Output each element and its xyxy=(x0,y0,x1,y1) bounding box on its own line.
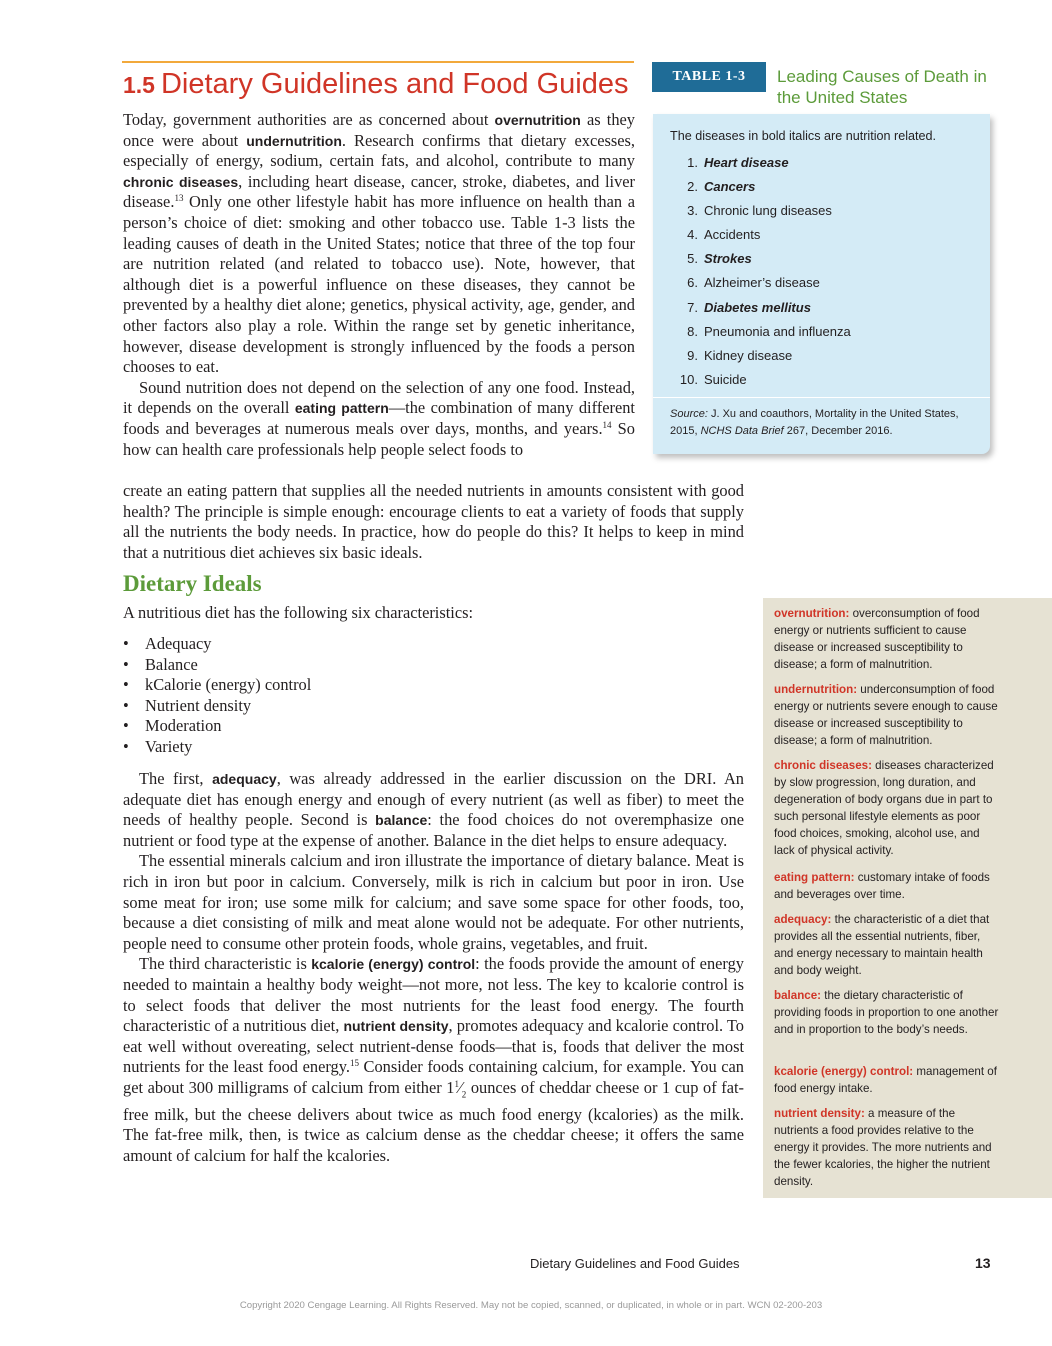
glossary-definition: the dietary characteristic of providing foods in proportion to one another and in proportion to the body’s needs. xyxy=(774,989,999,1037)
page-number: 13 xyxy=(975,1255,991,1271)
glossary-definition: diseases characterized by slow progression, long duration, and degeneration of body organs due in part to such personal lifestyle elements as poor food choices, smoking, alcohol use, and lack of physical activity. xyxy=(774,759,994,858)
ideal-label: Nutrient density xyxy=(145,695,252,715)
cause-rank: 9. xyxy=(687,347,698,363)
cause-label: Accidents xyxy=(704,227,761,243)
text-run: Only one other lifestyle habit has more influence on health than a person’s choice of diet: smoking and other tobacco use. Table 1-3 lists the leading causes of death in the United States; notice that three of the top four are nutrition related (and related to tobacco use). Note, however, that although diet is a powerful influence on these diseases, they cannot be prevented by a healthy diet alone; genetics, physical activity, age, gender, and other factors also play a role. Within the range set by genetic inheritance, however, disease development is strongly influenced by the foods a person chooses to eat. xyxy=(123,192,635,377)
cause-label: Suicide xyxy=(704,371,747,387)
ideal-label: Adequacy xyxy=(145,634,212,653)
glossary-definition: a measure of the nutrients a food provides relative to the energy it provides. The more nutrients and the fewer kcalories, the higher the nutrient density. xyxy=(774,1107,992,1189)
cause-rank: 2. xyxy=(687,179,698,195)
text-run: , promotes adequacy and kcalorie control. To eat well without overeating, select nutrient-dense foods—that is, foods that deliver the most nutrients for the least food energy. xyxy=(123,1016,744,1077)
keyword-undernutrition: undernutrition xyxy=(246,132,342,149)
glossary-entry xyxy=(774,681,999,749)
glossary-entry xyxy=(774,869,999,903)
text-run: Today, government authorities are as concerned about xyxy=(123,110,495,129)
cause-label: Diabetes mellitus xyxy=(704,299,811,315)
bullet-icon: • xyxy=(123,675,129,695)
ideals-heading: Dietary Ideals xyxy=(123,571,262,596)
fraction-slash: ⁄ xyxy=(459,1077,462,1097)
keyword-nutrient-density: nutrient density xyxy=(343,1018,449,1035)
cause-rank: 3. xyxy=(687,203,698,219)
ideals-body xyxy=(123,769,744,1167)
ideal-label: Moderation xyxy=(145,716,222,736)
source-label: Source: xyxy=(670,408,708,420)
glossary-term: eating pattern: xyxy=(774,871,855,884)
keyword-adequacy: adequacy xyxy=(212,771,277,787)
text-run: The first, xyxy=(139,769,213,788)
section-number: 1.5 xyxy=(123,72,155,98)
bullet-icon: • xyxy=(123,654,129,674)
cause-rank: 7. xyxy=(687,299,698,315)
keyword-balance: balance xyxy=(375,812,428,829)
cause-rank: 5. xyxy=(687,251,698,267)
text-run: Sound nutrition does not depend on the selection of any one food. Instead, it depends on the overall xyxy=(123,377,635,418)
glossary-entry xyxy=(774,911,999,979)
glossary-term: chronic diseases: xyxy=(774,759,872,772)
cause-label: Alzheimer’s disease xyxy=(704,275,820,291)
copyright-notice: Copyright 2020 Cengage Learning. All Rights Reserved. May not be copied, scanned, or duplicated, in whole or in part. WCN 02-200-203 xyxy=(239,1300,823,1311)
cause-item xyxy=(670,175,851,199)
glossary-entry xyxy=(774,1105,999,1190)
cause-label: Heart disease xyxy=(704,155,789,170)
bullet-icon: • xyxy=(123,695,129,715)
glossary-definition: the characteristic of a diet that provides all the essential nutrients, fiber, and energy necessary to maintain health and body weight. xyxy=(774,913,990,978)
text-run: , was already addressed in the earlier discussion on the DRI. An adequate diet has enough energy and enough of every nutrient (as well as fiber) to meet the needs of healthy people. Second is xyxy=(123,769,744,830)
ideal-item xyxy=(123,716,311,737)
cause-label: Strokes xyxy=(704,251,752,267)
bullet-icon: • xyxy=(123,736,129,756)
cause-label: Cancers xyxy=(704,179,756,195)
text-run: —the combination of many different foods and beverages at numerous meals over days, months, and years. xyxy=(123,398,635,438)
source-text-end: 267, December 2016. xyxy=(783,424,893,437)
ideal-item xyxy=(123,675,311,696)
text-run: as they once were about xyxy=(123,110,635,150)
text-run: , including heart disease, cancer, stroke, diabetes, and liver disease. xyxy=(123,171,635,212)
text-run: The third characteristic is xyxy=(139,954,312,974)
cause-label: Kidney disease xyxy=(704,347,793,363)
fraction-denominator: 2 xyxy=(461,1089,467,1100)
ideal-item xyxy=(123,655,311,676)
glossary-entry xyxy=(774,1063,999,1097)
glossary-term: overnutrition: xyxy=(774,607,850,620)
ideal-label: Variety xyxy=(145,736,193,756)
cause-item xyxy=(670,199,851,223)
keyword-chronic-diseases: chronic diseases xyxy=(123,173,239,190)
ideals-intro: A nutritious diet has the following six characteristics: xyxy=(123,603,474,622)
glossary-entry xyxy=(774,605,999,673)
intro-paragraph-1 xyxy=(123,110,635,378)
table-source xyxy=(670,406,980,439)
cause-item xyxy=(670,368,851,392)
cause-label: Pneumonia and influenza xyxy=(704,323,851,339)
intro-paragraph-2-continued: create an eating pattern that supplies all the needed nutrients in amounts consistent with good health? The principle is simple enough: encourage clients to eat a variety of foods that supply all the nutrients the body needs. In practice, how do people do this? It helps to keep in mind that a nutritious diet achieves six basic ideals. xyxy=(123,481,744,562)
section-title: Dietary Guidelines and Food Guides xyxy=(160,68,629,100)
section-top-rule xyxy=(122,61,634,63)
glossary-definition: overconsumption of food energy or nutrients sufficient to cause disease or increased susceptibility to disease; a form of malnutrition. xyxy=(774,607,980,672)
glossary-term: nutrient density: xyxy=(774,1107,865,1120)
glossary-term: balance: xyxy=(774,989,822,1002)
intro-paragraph-2 xyxy=(123,378,635,460)
text-run: So how can health care professionals help people select foods to xyxy=(123,418,635,459)
bullet-icon: • xyxy=(123,716,129,736)
cause-item xyxy=(670,223,851,247)
ideal-item xyxy=(123,696,311,717)
intro-text-continued xyxy=(123,481,744,563)
cause-item xyxy=(670,296,851,320)
glossary-entry xyxy=(774,987,999,1038)
ideals-list xyxy=(123,634,311,758)
text-run: : the foods provide the amount of energy needed to maintain a healthy body weight—not more, not less. The key to kcalorie control is to select foods that deliver the most nutrients for the least food energy. The fourth characteristic of a nutritious diet, xyxy=(123,954,744,1036)
cause-item xyxy=(670,271,851,295)
cause-item xyxy=(670,247,851,271)
source-publication: NCHS Data Brief xyxy=(700,424,784,437)
bullet-icon: • xyxy=(123,634,129,653)
glossary-term: adequacy: xyxy=(774,913,832,926)
footnote-ref: 14 xyxy=(602,419,612,430)
ideal-label: Balance xyxy=(145,654,198,674)
cause-label: Chronic lung diseases xyxy=(704,203,832,219)
glossary-definition: management of food energy intake. xyxy=(774,1065,997,1096)
table-note: The diseases in bold italics are nutrition related. xyxy=(670,129,937,143)
ideals-paragraph-2: The essential minerals calcium and iron illustrate the importance of dietary balance. Meat is rich in iron but poor in calcium. Conversely, milk is rich in calcium but poor in iron. Use some meat for iron; use some milk for calcium; and save some space for other foods, too, because a diet consisting of milk and meat alone would not be adequate. For other nutrients, people need to consume other protein foods, whole grains, vegetables, and fruit. xyxy=(123,851,744,953)
table-divider xyxy=(653,397,990,398)
footnote-ref: 15 xyxy=(349,1058,359,1069)
cause-rank: 1. xyxy=(687,155,698,170)
glossary-term: kcalorie (energy) control: xyxy=(774,1065,914,1078)
ideal-item xyxy=(123,737,311,758)
running-footer-title: Dietary Guidelines and Food Guides xyxy=(530,1256,740,1271)
glossary-entry xyxy=(774,757,999,860)
footnote-ref: 13 xyxy=(174,193,184,204)
fraction-numerator: 1 xyxy=(454,1078,459,1089)
ideals-paragraph-3 xyxy=(123,954,744,1166)
text-run: : the food choices do not overemphasize one nutrient or food type at the expense of another. Balance in the diet helps to ensure adequacy. xyxy=(123,810,744,850)
intro-text xyxy=(123,110,635,460)
cause-rank: 4. xyxy=(687,227,698,243)
ideal-item xyxy=(123,634,311,655)
causes-list xyxy=(670,151,851,392)
text-run: . Research confirms that dietary excesses, especially of energy, sodium, certain fats, and alcohol, contribute to many xyxy=(123,130,636,171)
cause-item xyxy=(670,151,851,175)
text-run: ounces of cheddar cheese or 1 cup of fat-free milk, but the cheese delivers about twice as much food energy (kcalories) as the milk. The fat-free milk, then, is twice as calcium dense as the cheddar cheese; it offers the same amount of calcium for half the kcalories. xyxy=(123,1077,744,1165)
cause-item xyxy=(670,344,851,368)
glossary-term: undernutrition: xyxy=(774,683,858,696)
table-tag: TABLE 1-3 xyxy=(652,62,766,92)
keyword-kcalorie-control: kcalorie (energy) control xyxy=(311,956,476,973)
text-run: Consider foods containing calcium, for example. You can get about 300 milligrams of calcium from either 1 xyxy=(123,1057,744,1097)
cause-rank: 10. xyxy=(679,371,698,387)
ideals-paragraph-1 xyxy=(123,769,744,851)
cause-rank: 6. xyxy=(687,275,698,291)
glossary-definition: underconsumption of food energy or nutrients severe enough to cause disease or increased susceptibility to disease; a form of malnutrition. xyxy=(774,683,998,748)
table-title: Leading Causes of Death in the United States xyxy=(777,67,987,107)
ideal-label: kCalorie (energy) control xyxy=(145,675,312,695)
glossary-definition: customary intake of foods and beverages over time. xyxy=(774,871,990,902)
cause-item xyxy=(670,320,851,344)
section-heading xyxy=(123,68,643,101)
keyword-overnutrition: overnutrition xyxy=(494,112,581,128)
cause-rank: 8. xyxy=(687,323,698,339)
table-box xyxy=(653,114,990,454)
keyword-eating-pattern: eating pattern xyxy=(294,400,389,417)
glossary-sidebar xyxy=(763,598,1052,1198)
source-text: J. Xu and coauthors, Mortality in the United States, 2015, xyxy=(670,408,959,437)
